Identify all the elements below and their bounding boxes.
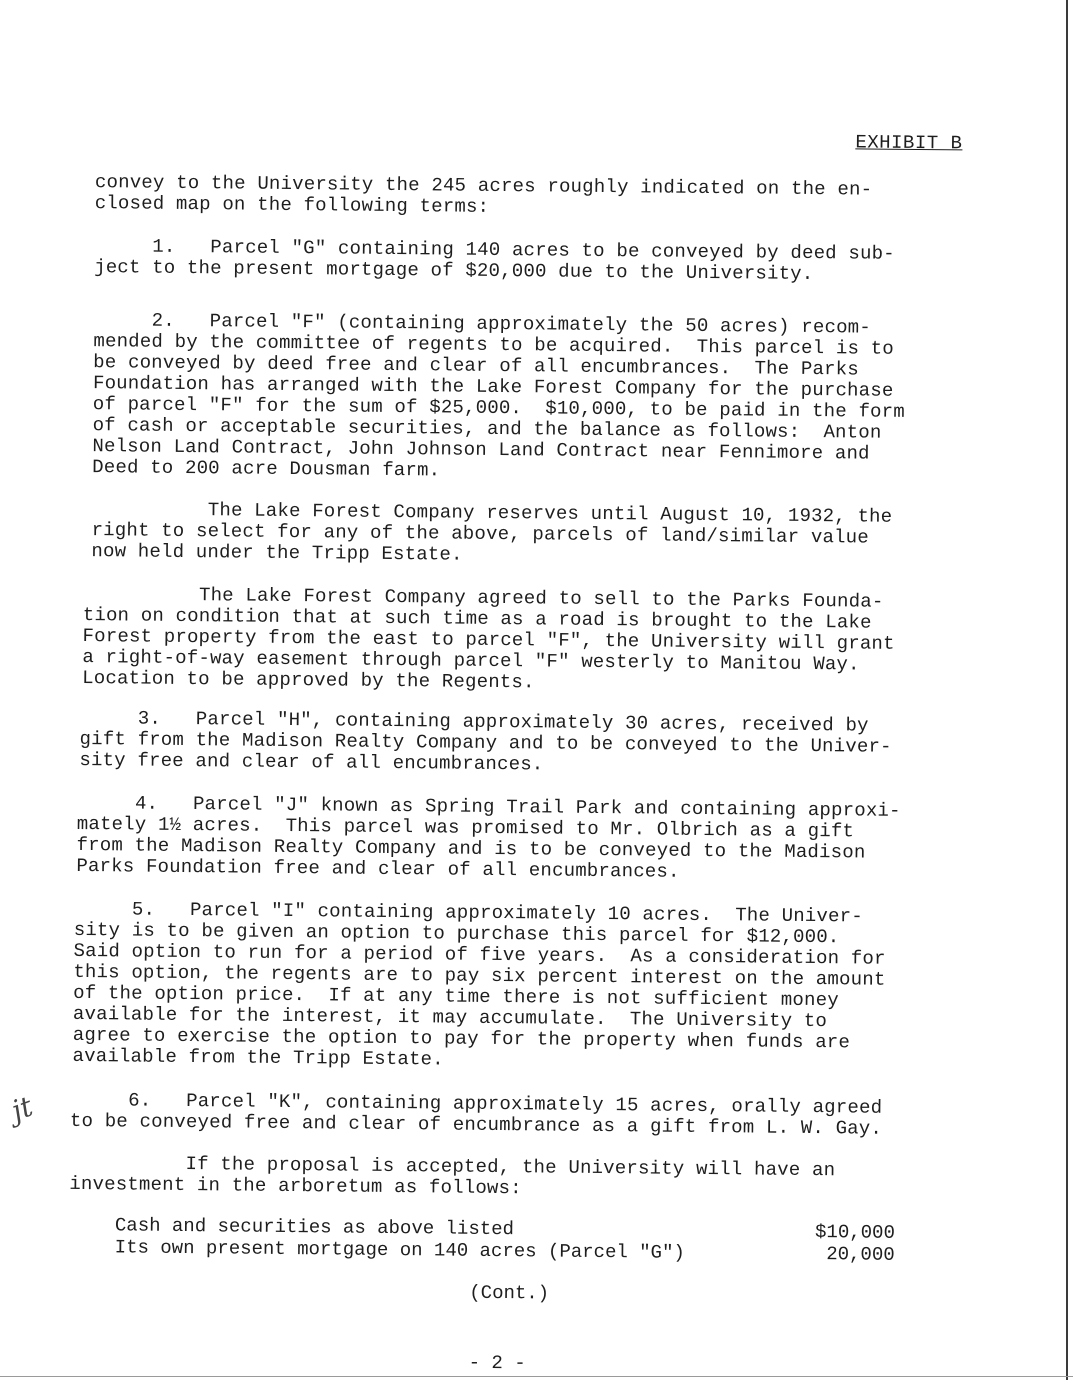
handwritten-initials: jt bbox=[6, 1089, 37, 1128]
page-edge-right bbox=[1066, 0, 1068, 1380]
investment-table bbox=[115, 1214, 895, 1265]
term-5-paragraph: 5. Parcel "I" containing approximately 10 acres. The Univer- sity is to be given an option to purchase this parcel for $12,000. Said option to run for a period of five years. As a consideration for this option, the regents are to pay six percent interest on the amount of the option price. If at any time there is not sufficient money available for the interest, it may accumulate. The University to agree to exercise the option to pay for the property when funds are available from the Tripp Estate. bbox=[72, 897, 886, 1071]
term-2-paragraph: 2. Parcel "F" (containing approximately the 50 acres) recom- mended by the committee of regents to be acquired. This parcel is to be conveyed by deed free and clear of all encumbrances. The Parks Foundation has arranged with the Lake Forest Company for the purchase of parcel "F" for the sum of $25,000. $10,000, to be paid in the form of cash or acceptable securities, and the balance as follows: Anton Nelson Land Contract, John Johnson Land Contract near Fennimore and Deed to 200 acre Dousman farm. bbox=[92, 309, 906, 482]
table-row-amount: $10,000 bbox=[814, 1221, 896, 1244]
page-number: - 2 - bbox=[468, 1351, 526, 1375]
table-row-label: Its own present mortgage on 140 acres (Parcel "G") bbox=[114, 1236, 685, 1264]
easement-paragraph: The Lake Forest Company agreed to sell to the Parks Founda- tion on condition that at such time as a road is brought to the Lake Forest property from the east to parcel "F", the University will grant a right-of-way easement through parcel "F" westerly to Manitou Way. Location to be approved by the Regents. bbox=[82, 582, 895, 694]
term-1-paragraph: 1. Parcel "G" containing 140 acres to be conveyed by deed sub- ject to the present mortgage of $20,000 due to the University. bbox=[94, 235, 895, 285]
term-3-paragraph: 3. Parcel "H", containing approximately 30 acres, received by gift from the Madison Realty Company and to be conveyed to the Univer- sity free and clear of all encumbrances. bbox=[79, 706, 892, 776]
proposal-paragraph: If the proposal is accepted, the University will have an investment in the arboretum as follows: bbox=[69, 1151, 836, 1200]
exhibit-label: EXHIBIT B bbox=[855, 131, 963, 155]
term-6-paragraph: 6. Parcel "K", containing approximately 15 acres, orally agreed to be conveyed free and clear of encumbrance as a gift from L. W. Gay. bbox=[69, 1088, 883, 1140]
table-row-label: Cash and securities as above listed bbox=[114, 1214, 515, 1241]
table-row-amount: 20,000 bbox=[826, 1243, 895, 1266]
continued-label: (Cont.) bbox=[469, 1281, 550, 1305]
intro-paragraph: convey to the University the 245 acres roughly indicated on the en- closed map on the following terms: bbox=[94, 171, 873, 218]
page-edge-bottom bbox=[0, 1376, 1073, 1377]
term-4-paragraph: 4. Parcel "J" known as Spring Trail Park and containing approxi- mately 1½ acres. This parcel was promised to Mr. Olbrich as a gift from the Madison Realty Company and is to be conveyed to the Madison Parks Foundation free and clear of all encumbrances. bbox=[76, 791, 901, 883]
reservation-paragraph: The Lake Forest Company reserves until August 10, 1932, the right to select for any of the above, parcels of land/similar value now held under the Tripp Estate. bbox=[91, 498, 893, 566]
